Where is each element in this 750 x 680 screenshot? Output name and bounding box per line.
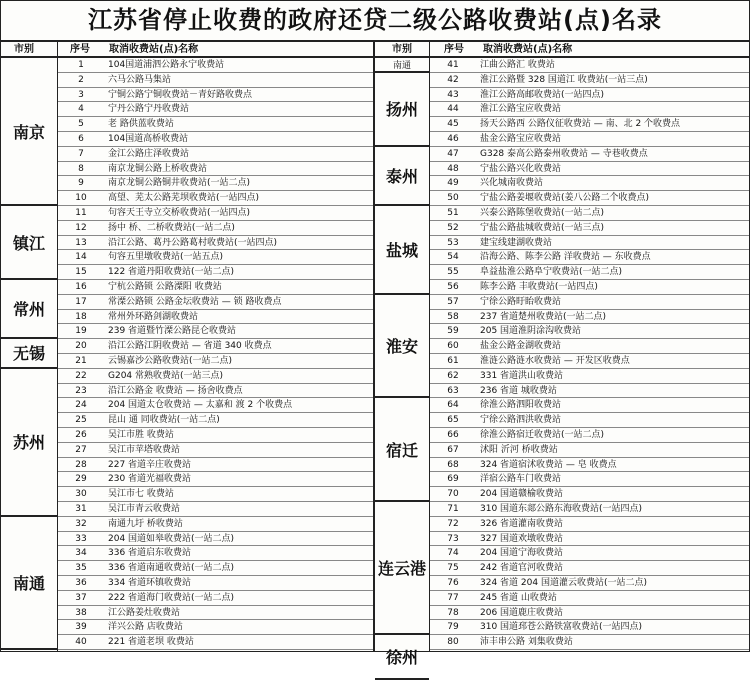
city-label: 南通 (1, 517, 57, 650)
row-number: 61 (447, 356, 459, 366)
station-name: 吴江市胜 收费站 (108, 430, 174, 440)
table-row (58, 472, 373, 487)
right-table-header (375, 42, 749, 58)
station-name: 242 省道官河收费站 (480, 563, 564, 574)
row-number: 62 (447, 370, 459, 381)
table-row (430, 443, 749, 458)
station-name: 327 国道欢墩收费站 (480, 533, 564, 544)
row-number: 54 (447, 252, 459, 263)
table-row (58, 280, 373, 295)
station-name: 沿江公路、葛丹公路葛村收费站(一站四点) (108, 237, 278, 248)
station-name: 331 省道洪山收费站 (480, 370, 564, 381)
station-name: 江曲公路汇 收费站 (480, 60, 555, 70)
station-name: 洋兴公路 店收费站 (108, 622, 183, 633)
city-label: 泰州 (375, 147, 429, 206)
table-row (430, 162, 749, 177)
station-name: 南京龙铜公路铜井收费站(一站二点) (108, 178, 251, 189)
station-name: 236 省道 城收费站 (480, 385, 557, 396)
table-row (430, 310, 749, 325)
station-name: 陈李公路 丰收费站(一站四点) (480, 282, 598, 292)
row-number: 78 (447, 607, 459, 618)
table-row (58, 546, 373, 561)
station-name: 宁盐公路姜堰收费站(姜八公路二个收费点) (480, 193, 650, 204)
table-row (430, 369, 749, 384)
row-number: 57 (447, 296, 459, 307)
row-number: 37 (75, 592, 87, 603)
table-row (430, 413, 749, 428)
station-name: 兴泰公路陈堡收费站(一站二点) (480, 208, 605, 218)
station-name: 吴江市苹塔收费站 (108, 444, 181, 455)
station-name: 扬中 桥、二桥收费站(一站二点) (108, 222, 235, 233)
row-number: 23 (75, 385, 87, 396)
station-name: 吴江市七 收费站 (108, 489, 174, 500)
row-number: 32 (75, 518, 87, 529)
row-number: 55 (447, 267, 459, 278)
row-number: 39 (75, 622, 87, 633)
row-number: 1 (78, 60, 84, 70)
table-row (430, 384, 749, 399)
station-name: 六马公路马集站 (108, 74, 172, 85)
table-row (58, 620, 373, 635)
row-number: 38 (75, 607, 87, 618)
table-row (430, 88, 749, 103)
row-number: 71 (447, 504, 459, 514)
station-name: 南京龙铜公路上桥收费站 (108, 163, 208, 174)
table-row (430, 428, 749, 443)
row-number: 43 (447, 89, 459, 100)
station-name: 常溧公路锁 公路金坛收费站 — 锁 路收费点 (108, 296, 282, 307)
table-row (430, 502, 749, 517)
station-name: 宁杭公路锁 公路溧阳 收费站 (108, 282, 222, 292)
station-name: 230 省道光福收费站 (108, 474, 192, 485)
row-number: 19 (75, 326, 87, 337)
table-row (430, 58, 749, 73)
table-row (430, 295, 749, 310)
table-row (430, 398, 749, 413)
table-row (430, 606, 749, 621)
table-row (430, 132, 749, 147)
row-number: 75 (447, 563, 459, 574)
station-name: 227 省道辛庄收费站 (108, 459, 192, 470)
center-divider (373, 42, 375, 651)
row-number: 47 (447, 148, 459, 159)
row-number: 53 (447, 237, 459, 248)
row-number: 36 (75, 578, 87, 588)
station-name: 221 省道老坝 收费站 (108, 637, 194, 648)
station-name: 104国道高桥收费站 (108, 134, 189, 144)
table-row (58, 236, 373, 251)
header-num: 序号 (70, 44, 90, 55)
row-number: 41 (447, 60, 459, 70)
table-row (58, 310, 373, 325)
station-name: 兴化城南收费站 (480, 178, 544, 189)
table-row (58, 487, 373, 502)
row-number: 42 (447, 74, 459, 85)
row-number: 76 (447, 578, 459, 588)
row-number: 7 (78, 148, 84, 159)
row-number: 63 (447, 385, 459, 396)
table-row (58, 176, 373, 191)
station-name: 205 国道淮阴涂沟收费站 (480, 326, 582, 337)
row-number: 20 (75, 341, 87, 352)
row-number: 22 (75, 370, 87, 381)
row-number: 10 (75, 193, 87, 204)
table-row (58, 250, 373, 265)
table-row (58, 117, 373, 132)
row-number: 51 (447, 208, 459, 218)
table-row (430, 102, 749, 117)
table-row (430, 236, 749, 251)
station-name: 淮涟公路涟水收费站 — 开发区收费点 (480, 356, 630, 366)
station-name: 金江公路庄泽收费站 (108, 148, 190, 159)
table-row (430, 354, 749, 369)
station-name: 淮江公路宝应收费站 (480, 104, 562, 115)
city-label: 连云港 (375, 502, 429, 635)
row-number: 79 (447, 622, 459, 633)
row-number: 69 (447, 474, 459, 485)
row-number: 68 (447, 459, 459, 470)
row-number: 18 (75, 311, 87, 322)
station-name: 206 国道鹿庄收费站 (480, 607, 564, 618)
row-number: 29 (75, 474, 87, 485)
row-number: 74 (447, 548, 459, 559)
table-row (58, 295, 373, 310)
table-row (58, 576, 373, 591)
table-row (58, 206, 373, 221)
station-name: 239 省道暨竹溧公路昆仑收费站 (108, 326, 237, 337)
station-name: 句容五里墩收费站(一站五点) (108, 252, 224, 263)
table-row (430, 576, 749, 591)
row-number: 45 (447, 119, 459, 130)
row-number: 40 (75, 637, 87, 648)
row-number: 67 (447, 444, 459, 455)
station-name: 扬天公路西 公路仪征收费站 — 南、北 2 个收费点 (480, 119, 681, 130)
row-number: 52 (447, 222, 459, 233)
city-label: 宿迁 (375, 398, 429, 502)
table-row (430, 561, 749, 576)
row-number: 66 (447, 430, 459, 440)
row-number: 65 (447, 415, 459, 426)
table-row (58, 221, 373, 236)
row-number: 16 (75, 282, 87, 292)
table-row (430, 517, 749, 532)
city-label: 南京 (1, 58, 57, 206)
row-number: 28 (75, 459, 87, 470)
station-name: 南通九圩 桥收费站 (108, 518, 183, 529)
table-row (430, 191, 749, 206)
table-row (58, 413, 373, 428)
table-row (58, 191, 373, 206)
table-row (430, 73, 749, 88)
row-number: 73 (447, 533, 459, 544)
table-row (58, 73, 373, 88)
table-row (430, 324, 749, 339)
row-number: 77 (447, 592, 459, 603)
station-name: 宁盐公路盐城收费站(一站三点) (480, 222, 605, 233)
city-label: 镇江 (1, 206, 57, 280)
row-number: 58 (447, 311, 459, 322)
row-number: 3 (78, 89, 84, 100)
row-number: 49 (447, 178, 459, 189)
row-number: 64 (447, 400, 459, 411)
table-row (58, 502, 373, 517)
row-number: 31 (75, 504, 87, 514)
row-number: 2 (78, 74, 84, 85)
header-city: 市别 (14, 44, 34, 55)
table-row (58, 88, 373, 103)
city-label: 扬州 (375, 73, 429, 147)
station-name: 204 国道赣榆收费站 (480, 489, 564, 500)
station-name: 沿海公路、陈李公路 洋收费站 — 东收费点 (480, 252, 651, 263)
row-number: 21 (75, 356, 87, 366)
station-name: 淮江公路暨 328 国道江 收费站(一站三点) (480, 74, 648, 85)
station-name: 宁徐公路泗洪收费站 (480, 415, 562, 426)
table-row (58, 58, 373, 73)
station-name: 宁盐公路兴化收费站 (480, 163, 562, 174)
station-name: 常州外环路剑湖收费站 (108, 311, 199, 322)
table-row (430, 265, 749, 280)
table-row (58, 102, 373, 117)
station-name: 云锡嘉沙公路收费站(一站二点) (108, 356, 233, 366)
city-label: 徐州 (375, 635, 429, 679)
row-number: 46 (447, 134, 459, 144)
station-name: 沛丰串公路 刘集收费站 (480, 637, 573, 648)
header-num: 序号 (444, 44, 464, 55)
station-name: 336 省道南通收费站(一站二点) (108, 563, 235, 574)
row-number: 15 (75, 267, 87, 278)
table-row (58, 532, 373, 547)
station-name: 334 省道环镇收费站 (108, 578, 192, 588)
table-row (58, 384, 373, 399)
row-number: 59 (447, 326, 459, 337)
table-row (430, 339, 749, 354)
right-city-divider (429, 42, 430, 651)
table-row (58, 369, 373, 384)
table-row (430, 280, 749, 295)
table-row (58, 458, 373, 473)
station-name: 324 省道 204 国道灌云收费站(一站二点) (480, 578, 647, 588)
table-row (430, 176, 749, 191)
table-row (430, 221, 749, 236)
table-row (430, 458, 749, 473)
row-number: 50 (447, 193, 459, 204)
station-name: G204 常熟收费站(一站三点) (108, 370, 224, 381)
row-number: 27 (75, 444, 87, 455)
row-number: 8 (78, 163, 84, 174)
table-row (430, 250, 749, 265)
table-row (58, 162, 373, 177)
station-name: 宁铜公路宁铜收费站－青好路收费点 (108, 89, 253, 100)
header-name: 取消收费站(点)名称 (109, 44, 199, 55)
table-row (58, 147, 373, 162)
station-name: 高望、芜太公路芜坝收费站(一站四点) (108, 193, 260, 204)
city-label: 苏州 (1, 369, 57, 517)
station-name: G328 泰高公路泰州收费站 — 寺巷收费点 (480, 148, 648, 159)
table-row (430, 620, 749, 635)
station-name: 204 国道宁海收费站 (480, 548, 564, 559)
station-name: 徐淮公路泗阳收费站 (480, 400, 562, 411)
city-label: 常州 (1, 280, 57, 339)
row-number: 9 (78, 178, 84, 189)
row-number: 11 (75, 208, 87, 218)
station-name: 建宝线建湖收费站 (480, 237, 553, 248)
station-name: 老 路供蓝收费站 (108, 119, 174, 130)
station-name: 222 省道海门收费站(一站二点) (108, 592, 235, 603)
station-name: 沭阳 沂河 桥收费站 (480, 444, 558, 455)
table-row (430, 635, 749, 650)
station-name: 江公路姜灶收费站 (108, 607, 181, 618)
row-number: 30 (75, 489, 87, 500)
station-name: 324 省道宿沭收费站 — 皂 收费点 (480, 459, 617, 470)
table-row (58, 428, 373, 443)
row-number: 6 (78, 134, 84, 144)
station-name: 204 国道太仓收费站 — 太嘉和 渡 2 个收费点 (108, 400, 293, 411)
row-number: 80 (447, 637, 459, 648)
station-name: 沿江公路江阴收费站 — 省道 340 收费点 (108, 341, 272, 352)
table-row (430, 546, 749, 561)
row-number: 34 (75, 548, 87, 559)
row-number: 44 (447, 104, 459, 115)
table-row (58, 132, 373, 147)
station-name: 310 国道东郯公路东海收费站(一站四点) (480, 504, 643, 514)
row-number: 17 (75, 296, 87, 307)
table-row (58, 606, 373, 621)
row-number: 56 (447, 282, 459, 292)
city-label: 南通 (375, 58, 429, 73)
station-name: 阜益盐淮公路阜宁收费站(一站二点) (480, 267, 623, 278)
station-name: 104国道浦泗公路永宁收费站 (108, 60, 225, 70)
city-label: 淮安 (375, 295, 429, 399)
row-number: 26 (75, 430, 87, 440)
station-name: 宁徐公路盱眙收费站 (480, 296, 562, 307)
table-row (58, 324, 373, 339)
city-label: 无锡 (1, 339, 57, 369)
station-name: 237 省道楚州收费站(一站二点) (480, 311, 607, 322)
row-number: 35 (75, 563, 87, 574)
row-number: 25 (75, 415, 87, 426)
table-row (58, 517, 373, 532)
station-name: 326 省道灌南收费站 (480, 518, 564, 529)
row-number: 14 (75, 252, 87, 263)
left-city-divider (57, 42, 58, 651)
row-number: 5 (78, 119, 84, 130)
table-row (430, 206, 749, 221)
table-row (58, 398, 373, 413)
station-name: 句容天王寺立交桥收费站(一站四点) (108, 208, 251, 218)
station-name: 宁丹公路宁丹收费站 (108, 104, 190, 115)
table-row (58, 339, 373, 354)
station-name: 204 国道如皋收费站(一站二点) (108, 533, 235, 544)
station-name: 吴江市青云收费站 (108, 504, 181, 514)
table-row (430, 487, 749, 502)
station-name: 122 省道丹阳收费站(一站二点) (108, 267, 235, 278)
station-name: 盐金公路宝应收费站 (480, 134, 562, 144)
table-row (58, 443, 373, 458)
row-number: 12 (75, 222, 87, 233)
city-label: 盐城 (375, 206, 429, 295)
station-name: 徐淮公路宿迁收费站(一站二点) (480, 430, 605, 440)
table-row (58, 591, 373, 606)
row-number: 33 (75, 533, 87, 544)
table-row (430, 147, 749, 162)
table-row (58, 635, 373, 650)
station-name: 盐金公路金湖收费站 (480, 341, 562, 352)
table-row (430, 472, 749, 487)
table-row (58, 561, 373, 576)
station-name: 沿江公路金 收费站 — 扬舍收费点 (108, 385, 243, 396)
station-name: 310 国道邳苍公路铁富收费站(一站四点) (480, 622, 643, 633)
table-row (58, 265, 373, 280)
row-number: 72 (447, 518, 459, 529)
page-title: 江苏省停止收费的政府还贷二级公路收费站(点)名录 (1, 1, 749, 42)
header-name: 取消收费站(点)名称 (483, 44, 573, 55)
row-number: 60 (447, 341, 459, 352)
table-row (430, 532, 749, 547)
row-number: 70 (447, 489, 459, 500)
station-name: 淮江公路高邮收费站(一站四点) (480, 89, 605, 100)
station-name: 245 省道 山收费站 (480, 592, 557, 603)
table-row (58, 354, 373, 369)
row-number: 4 (78, 104, 84, 115)
row-number: 13 (75, 237, 87, 248)
station-name: 昆山 通 同收费站(一站二点) (108, 415, 220, 426)
table-row (430, 591, 749, 606)
station-name: 336 省道启东收费站 (108, 548, 192, 559)
row-number: 48 (447, 163, 459, 174)
header-city: 市别 (392, 44, 412, 55)
table-row (430, 117, 749, 132)
station-name: 洋宿公路车门收费站 (480, 474, 562, 485)
row-number: 24 (75, 400, 87, 411)
